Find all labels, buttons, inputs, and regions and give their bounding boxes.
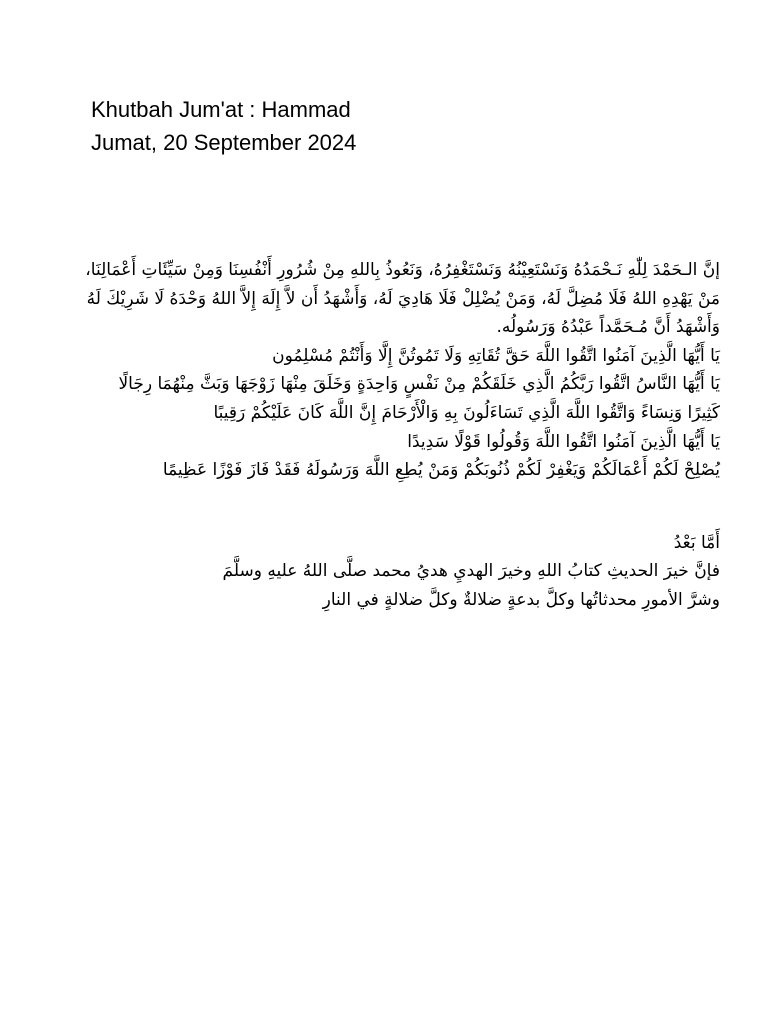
khutbah-text: [84, 256, 720, 615]
document-date: Jumat, 20 September 2024: [91, 130, 357, 155]
amma-badu-line: أَمَّا بَعْدُ: [673, 532, 720, 553]
paragraph-spacer: [84, 485, 720, 529]
document-title: Khutbah Jum'at : Hammad: [91, 97, 351, 122]
opening-praise-paragraph: إنَّ الـحَمْدَ لِلّٰهِ نَـحْمَدُهُ وَنَسْتَعِيْنُهُ وَنَسْتَغْفِرُهُ، وَنَعُوذُ بِاللهِ مِنْ شُرُورِ أَنْفُسِنَا وَمِنْ سَيِّئَاتِ أَعْمَالِنَا، مَنْ يَهْدِهِ اللهُ فَلَا مُضِلَّ لَهُ، وَمَنْ يُضْلِلْ فَلَا هَادِيَ لَهُ، وَأَشْهَدُ أَن لاَّ إِلَهَ إِلاَّ اللهُ وَحْدَهُ لَا شَرِيْكَ لَهُ وَأَشْهَدُ أَنَّ مُـحَمَّداً عَبْدُهُ وَرَسُولُه.: [85, 260, 720, 338]
verse-al-ahzab-71: يُصْلِحْ لَكُمْ أَعْمَالَكُمْ وَيَغْفِرْ لَكُمْ ذُنُوبَكُمْ وَمَنْ يُطِعِ اللَّهَ وَرَسُولَهُ فَقَدْ فَازَ فَوْزًا عَظِيمًا: [162, 460, 720, 481]
document-header: [91, 93, 691, 159]
verse-an-nisa: يَا أَيُّهَا النَّاسُ اتَّقُوا رَبَّكُمُ الَّذِي خَلَقَكُمْ مِنْ نَفْسٍ وَاحِدَةٍ وَخَلَقَ مِنْهَا زَوْجَهَا وَبَثَّ مِنْهُمَا رِجَالًا كَثِيرًا وَنِسَاءً وَاتَّقُوا اللَّهَ الَّذِي تَسَاءَلُونَ بِهِ وَالْأَرْحَامَ إِنَّ اللَّهَ كَانَ عَلَيْكُمْ رَقِيبًا: [118, 374, 720, 423]
hadith-line-2: وشرَّ الأمورِ محدثاتُها وكلَّ بدعةٍ ضلالةٌ وكلَّ ضلالةٍ في النارِ: [322, 589, 720, 610]
verse-ali-imran: يَا أَيُّهَا الَّذِينَ آمَنُوا اتَّقُوا اللَّهَ حَقَّ تُقَاتِهِ وَلَا تَمُوتُنَّ إِلَّا وَأَنْتُمْ مُسْلِمُون: [272, 345, 720, 366]
verse-al-ahzab-70: يَا أَيُّهَا الَّذِينَ آمَنُوا اتَّقُوا اللَّهَ وَقُولُوا قَوْلًا سَدِيدًا: [407, 431, 720, 452]
hadith-line-1: فإنَّ خيرَ الحديثِ كتابُ اللهِ وخيرَ الهديِ هديُ محمد صلَّى اللهُ عليهِ وسلَّمَ: [222, 561, 720, 582]
